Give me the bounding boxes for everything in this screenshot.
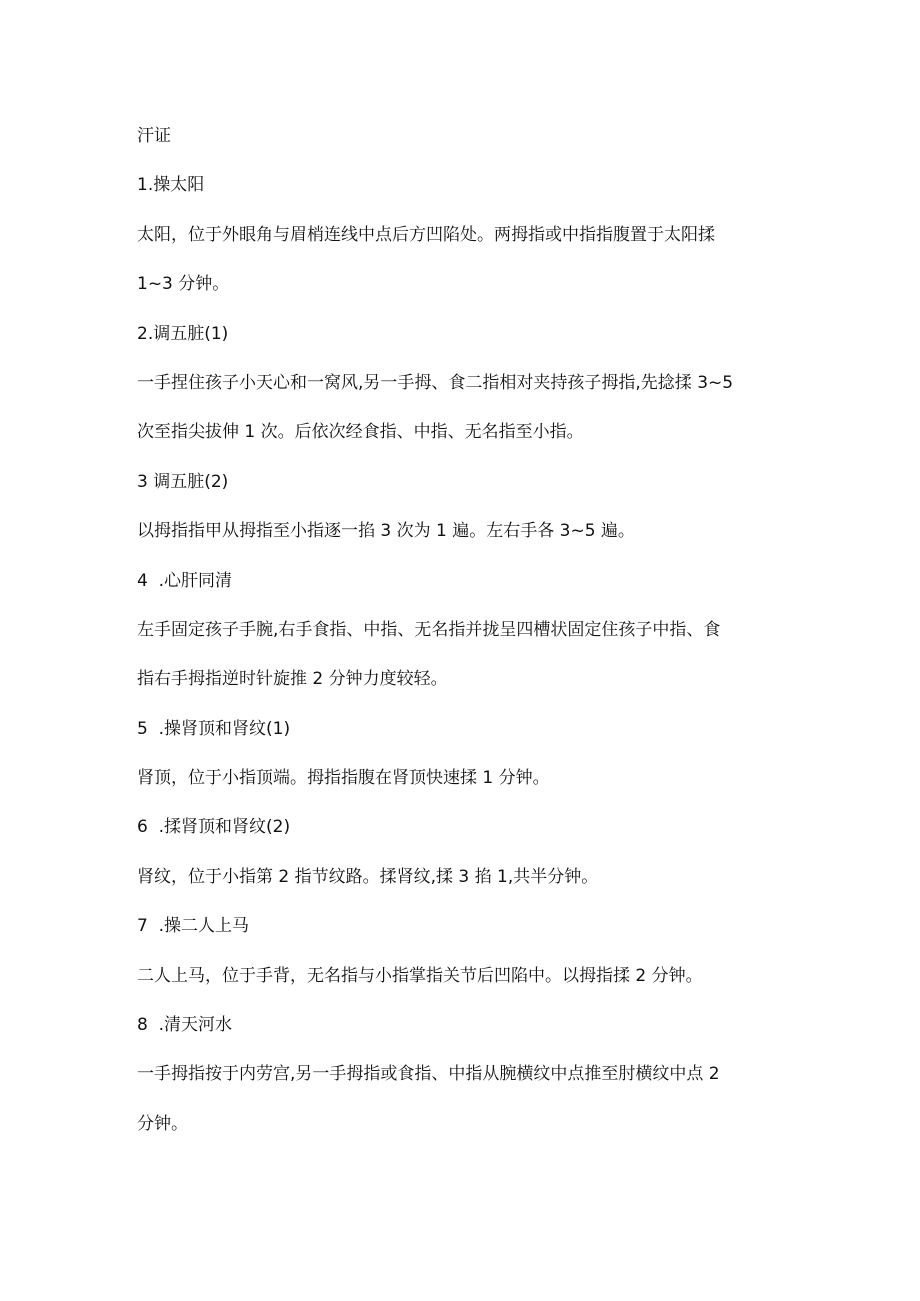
section-heading-2: 2.调五脏(1) [137,323,229,344]
section-heading-5: 5 .操肾顶和肾纹(1) [137,718,291,739]
document-body [137,118,787,1155]
paragraph-line: 肾顶，位于小指顶端。拇指指腹在肾顶快速揉 1 分钟。 [137,768,550,789]
paragraph-line: 以拇指指甲从拇指至小指逐一掐 3 次为 1 遍。左右手各 3~5 遍。 [137,521,635,542]
document-title: 汗证 [137,126,171,146]
paragraph-line: 1~3 分钟。 [137,274,230,295]
paragraph-line: 分钟。 [137,1113,188,1134]
paragraph-line: 一手捏住孩子小天心和一窝风,另一手拇、食二指相对夹持孩子拇指,先捻揉 3~5 [137,372,734,393]
paragraph-line: 二人上马，位于手背，无名指与小指掌指关节后凹陷中。以拇指揉 2 分钟。 [137,965,703,986]
paragraph-line: 肾纹，位于小指第 2 指节纹路。揉肾纹,揉 3 掐 1,共半分钟。 [137,866,599,887]
paragraph-line: 次至指尖拔伸 1 次。后依次经食指、中指、无名指至小指。 [137,422,584,443]
section-heading-7: 7 .操二人上马 [137,916,250,937]
section-heading-4: 4 .心肝同清 [137,570,233,591]
section-heading-1: 1.操太阳 [137,175,205,196]
section-heading-6: 6 .揉肾顶和肾纹(2) [137,817,291,838]
section-heading-8: 8 .清天河水 [137,1015,233,1036]
paragraph-line: 太阳，位于外眼角与眉梢连线中点后方凹陷处。两拇指或中指指腹置于太阳揉 [137,224,715,245]
paragraph-line: 一手拇指按于内劳宫,另一手拇指或食指、中指从腕横纹中点推至肘横纹中点 2 [137,1064,720,1085]
section-heading-3: 3 调五脏(2) [137,471,229,492]
paragraph-line: 左手固定孩子手腕,右手食指、中指、无名指并拢呈四槽状固定住孩子中指、食 [137,619,721,640]
paragraph-line: 指右手拇指逆时针旋推 2 分钟力度较轻。 [137,669,448,690]
